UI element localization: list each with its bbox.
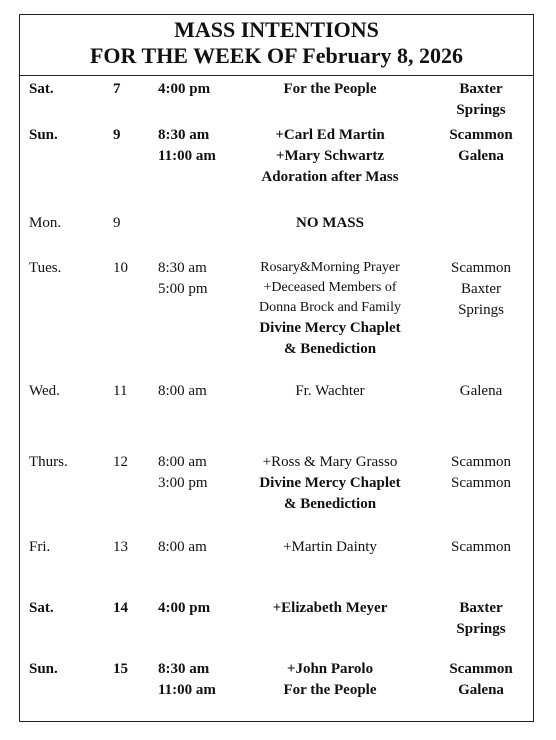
- intention-entry: & Benediction: [283, 496, 377, 512]
- location-entry: Scammon: [451, 539, 511, 555]
- intention-entry: Rosary&Morning Prayer: [260, 260, 400, 275]
- row-times: [158, 258, 230, 300]
- row-date: 10: [113, 260, 128, 276]
- intention-entry: Fr. Wachter: [295, 383, 365, 399]
- time-entry: 8:00 am: [158, 454, 207, 470]
- intention-entry: Donna Brock and Family: [259, 300, 401, 315]
- location-entry: Scammon: [449, 661, 513, 677]
- row-times: [158, 452, 230, 494]
- intention-entry: +Martin Dainty: [283, 539, 377, 555]
- row-day: Sat.: [29, 81, 54, 97]
- time-entry: 8:30 am: [158, 661, 210, 677]
- intention-entry: +Ross & Mary Grasso: [262, 454, 398, 470]
- row-locations: [438, 258, 524, 321]
- time-entry: 8:00 am: [158, 539, 207, 555]
- row-date: 11: [113, 383, 128, 399]
- row-intentions: [230, 537, 430, 558]
- time-entry: 11:00 am: [158, 682, 216, 698]
- intention-entry: +Elizabeth Meyer: [272, 600, 388, 616]
- time-entry: 4:00 pm: [158, 81, 211, 97]
- intention-entry: +John Parolo: [286, 661, 374, 677]
- row-date: 7: [113, 81, 121, 97]
- row-times: [158, 598, 230, 619]
- row-locations: [438, 125, 524, 167]
- row-intentions: [230, 258, 430, 360]
- location-entry: Baxter: [459, 600, 503, 616]
- intention-entry: Divine Mercy Chaplet: [259, 320, 401, 336]
- location-entry: Springs: [458, 302, 504, 318]
- location-entry: Scammon: [451, 454, 511, 470]
- location-entry: Galena: [459, 383, 503, 399]
- row-date: 14: [113, 600, 128, 616]
- time-entry: 3:00 pm: [158, 475, 208, 491]
- intention-entry: For the People: [283, 682, 377, 698]
- location-entry: Springs: [456, 102, 506, 118]
- row-date: 15: [113, 661, 128, 677]
- row-locations: [438, 381, 524, 402]
- time-entry: 8:00 am: [158, 383, 207, 399]
- row-times: [158, 659, 230, 701]
- row-intentions: [230, 659, 430, 701]
- row-intentions: [230, 598, 430, 619]
- mass-intentions-box: [19, 14, 534, 722]
- location-entry: Galena: [458, 148, 504, 164]
- row-times: [158, 79, 230, 100]
- time-entry: 4:00 pm: [158, 600, 211, 616]
- row-intentions: [230, 213, 430, 234]
- row-day: Sat.: [29, 600, 54, 616]
- row-intentions: [230, 381, 430, 402]
- intention-entry: & Benediction: [283, 341, 377, 357]
- time-entry: 8:30 am: [158, 127, 210, 143]
- location-entry: Baxter: [461, 281, 501, 297]
- row-day: Mon.: [29, 215, 62, 231]
- row-locations: [438, 659, 524, 701]
- intention-entry: +Mary Schwartz: [275, 148, 385, 164]
- row-date: 9: [113, 127, 121, 143]
- row-times: [158, 537, 230, 558]
- row-times: [158, 381, 230, 402]
- intention-entry: Divine Mercy Chaplet: [259, 475, 401, 491]
- row-day: Thurs.: [29, 454, 68, 470]
- row-day: Sun.: [29, 661, 58, 677]
- row-date: 9: [113, 215, 121, 231]
- row-day: Tues.: [29, 260, 62, 276]
- row-day: Sun.: [29, 127, 58, 143]
- location-entry: Scammon: [451, 260, 511, 276]
- location-entry: Scammon: [449, 127, 513, 143]
- row-times: [158, 125, 230, 167]
- time-entry: 8:30 am: [158, 260, 207, 276]
- location-entry: Scammon: [451, 475, 511, 491]
- row-date: 13: [113, 539, 128, 555]
- row-day: Wed.: [29, 383, 60, 399]
- row-day: Fri.: [29, 539, 51, 555]
- location-entry: Baxter: [459, 81, 503, 97]
- intention-entry: +Carl Ed Martin: [275, 127, 385, 143]
- row-locations: [438, 598, 524, 640]
- location-entry: Springs: [456, 621, 506, 637]
- title-line-1: MASS INTENTIONS: [174, 17, 379, 42]
- location-entry: Galena: [458, 682, 504, 698]
- intention-entry: +Deceased Members of: [263, 280, 397, 295]
- title-line-2: FOR THE WEEK OF February 8, 2026: [89, 43, 463, 68]
- row-locations: [438, 79, 524, 121]
- intention-entry: Adoration after Mass: [261, 169, 399, 185]
- intention-entry: NO MASS: [296, 215, 364, 231]
- row-intentions: [230, 125, 430, 188]
- row-locations: [438, 537, 524, 558]
- row-date: 12: [113, 454, 128, 470]
- intention-entry: For the People: [283, 81, 377, 97]
- header-divider: [20, 75, 533, 76]
- time-entry: 11:00 am: [158, 148, 216, 164]
- time-entry: 5:00 pm: [158, 281, 208, 297]
- row-intentions: [230, 452, 430, 515]
- row-locations: [438, 452, 524, 494]
- row-intentions: [230, 79, 430, 100]
